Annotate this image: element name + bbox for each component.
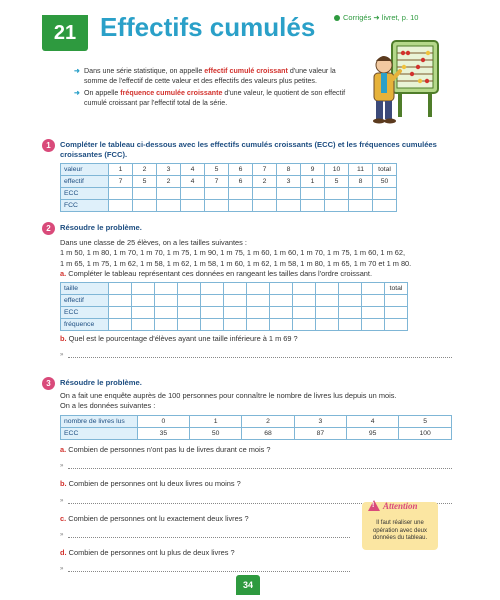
definition-ecc: ➜ Dans une série statistique, on appelle effectif cumulé croissant d'une valeur la somme de l'effectif de cette valeur et des effectifs des valeurs plus petites. [74,67,336,85]
corriges-reference[interactable] [334,13,418,22]
exercise-2 [46,223,452,360]
exercise-intro: On a les données suivantes : [60,401,156,411]
answer-line[interactable]: » [60,352,452,360]
table-row: ECC 35 50 68 87 95 100 [61,427,452,439]
table-row[interactable] [61,306,408,318]
total-header: total [385,282,408,294]
abacus-illustration [368,35,444,125]
definition-fcc: ➜ On appelle fréquence cumulée croissante d'une valeur, le quotient de son effectif cumulé croissant par l'effectif total de la série. [74,89,346,107]
row-head-taille: taille [61,282,109,294]
row-head-ecc: ECC [61,306,109,318]
question-b: b. Combien de personnes ont lu deux livres ou moins ? [60,479,241,489]
table-row[interactable] [61,282,408,294]
page-number: 34 [236,575,260,595]
taille-table [60,282,408,331]
exercise-intro: Dans une classe de 25 élèves, on a les tailles suivantes : [60,238,247,247]
arrow-icon: ➜ [74,67,80,75]
exercise-title: Résoudre le problème. [60,378,142,387]
table-row: effectif 7 5 2 4 7 6 2 3 1 5 8 50 [61,176,397,188]
row-head-ecc: ECC [61,188,109,200]
question-c: c. Combien de personnes ont lu exactement deux livres ? [60,513,249,523]
table-row[interactable] [61,188,397,200]
question-d: d. Combien de personnes ont lu plus de deux livres ? [60,548,235,558]
exercise-number: 1 [42,139,55,152]
exercise-title: Résoudre le problème. [60,223,142,232]
table-row[interactable] [61,200,397,212]
attention-box [362,502,438,550]
definition-box [74,66,352,110]
question-b: b. Quel est le pourcentage d'élèves ayant une taille inférieure à 1 m 69 ? [60,333,298,343]
table-row[interactable] [61,318,408,330]
corriges-text: Corrigés ➜ livret, p. 10 [343,13,419,22]
exercise-number: 3 [42,377,55,390]
answer-line[interactable]: » [60,566,350,574]
row-head-fcc: FCC [61,200,109,212]
table-row: nombre de livres lus 0 1 2 3 4 5 [61,415,452,427]
data-line: 1 m 65, 1 m 75, 1 m 62, 1 m 58, 1 m 62, 1 m 58, 1 m 60, 1 m 62, 1 m 58, 1 m 80, 1 m 65, 1 m 70 et 1 m 80. [60,258,412,268]
row-head-effectif: effectif [61,176,109,188]
row-head-valeur: valeur [61,164,109,176]
chapter-number: 21 [42,15,88,51]
attention-text: Il faut réaliser une opération avec deux données du tableau. [372,520,428,541]
question-a: a. Compléter le tableau représentant ces données en rangeant les tailles dans l'ordre croissant. [60,269,373,279]
question-a: a. Combien de personnes n'ont pas lu de livres durant ce mois ? [60,444,271,454]
page-title: Effectifs cumulés [100,12,316,42]
row-head-ecc: ECC [61,427,138,439]
ecc-fcc-table [60,163,397,212]
answer-line[interactable]: » [60,532,350,540]
exercise-title: Compléter le tableau ci-dessous avec les effectifs cumulés croissants (ECC) et les fréquences cumulées croissantes (FCC). [60,140,437,159]
exercise-number: 2 [42,222,55,235]
row-head-livres: nombre de livres lus [61,415,138,427]
bullet-icon [334,15,340,21]
data-line: 1 m 50, 1 m 80, 1 m 70, 1 m 70, 1 m 75, 1 m 90, 1 m 75, 1 m 60, 1 m 60, 1 m 70, 1 m 75, 1 m 60, 1 m 62, [60,248,406,258]
row-head-frequence: fréquence [61,318,109,330]
table-row[interactable] [61,294,408,306]
table-row: valeur 1 2 3 4 5 6 7 8 9 10 11 total [61,164,397,176]
answer-line[interactable]: » [60,463,452,471]
attention-title: Attention [383,500,418,511]
livres-table [60,415,452,440]
exercise-1 [46,140,452,212]
exercise-intro: On a fait une enquête auprès de 100 personnes pour connaître le nombre de livres lus depuis un mois. [60,391,397,400]
arrow-icon: ➜ [74,89,80,97]
row-head-effectif: effectif [61,294,109,306]
answer-line[interactable]: » [60,498,452,506]
warning-icon: ! [368,500,380,511]
